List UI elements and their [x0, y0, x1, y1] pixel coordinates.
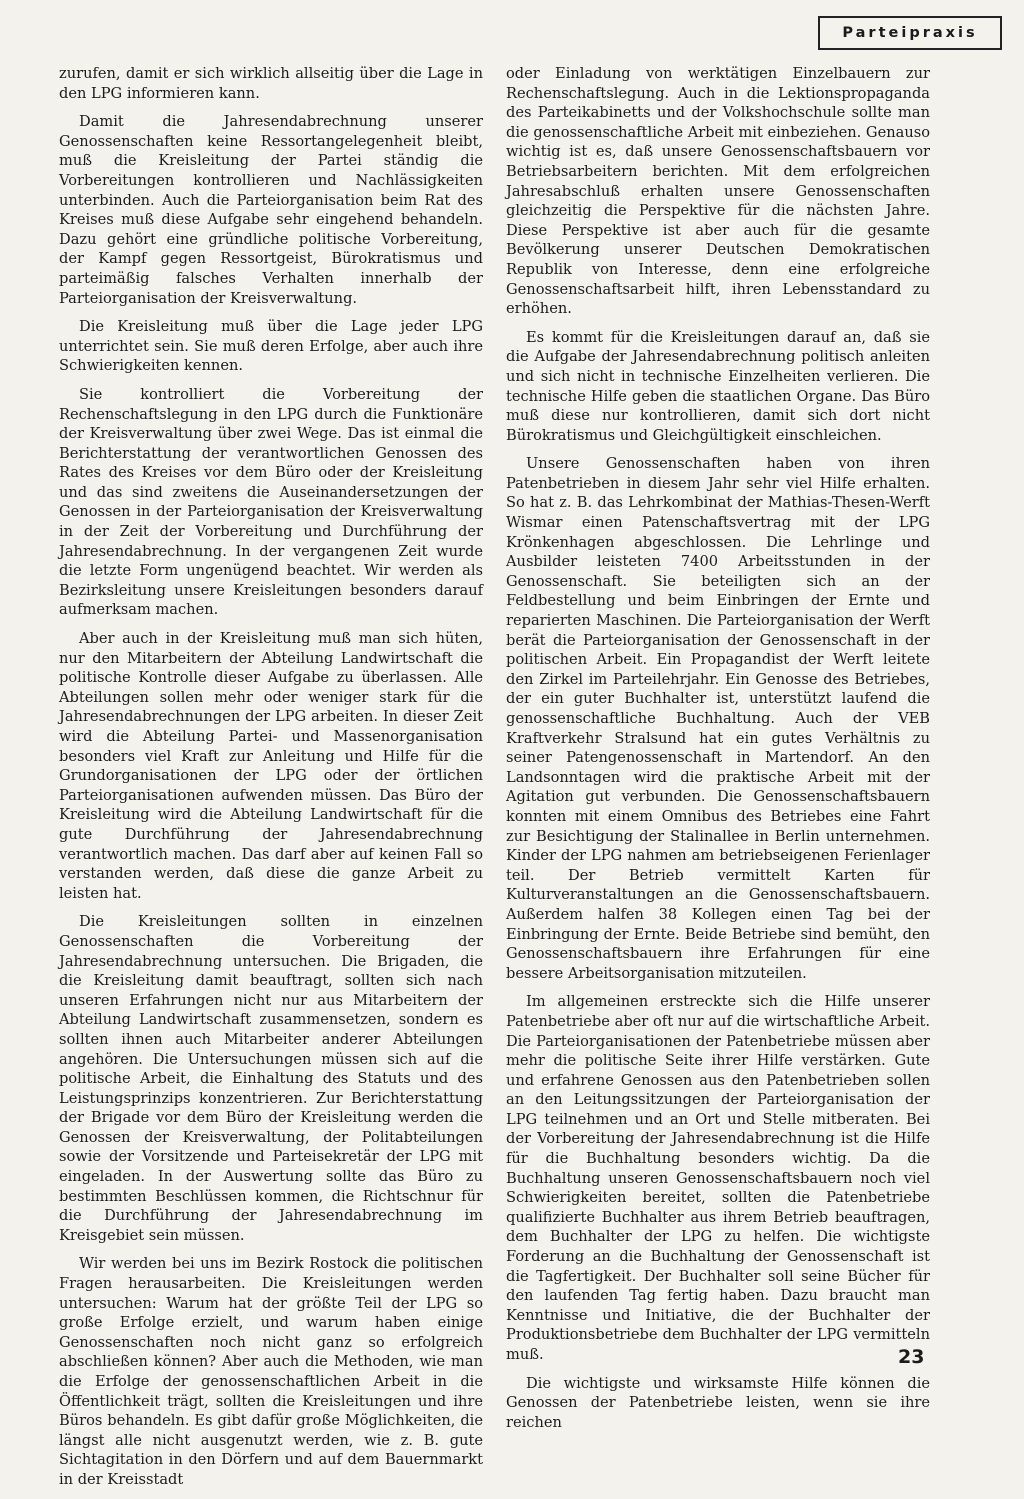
paragraph: Im allgemeinen erstreckte sich die Hilfe unserer Patenbetriebe aber oft nur auf die wirtschaftliche Arbeit. Die Parteiorganisationen der Patenbetriebe müssen aber mehr die politische Seite ihrer Hilfe verstärken. Gute und erfahrene Genossen aus den Patenbetrieben sollen an den Leitungssitzungen der Parteiorganisation der LPG teilnehmen und an Ort und Stelle mitberaten. Bei der Vorbereitung der Jahresendabrechnung ist die Hilfe für die Buchhaltung besonders wichtig. Da die Buchhaltung unseren Genossenschaftsbauern noch viel Schwierigkeiten bereitet, sollten die Patenbetriebe qualifizierte Buchhalter aus ihrem Betrieb beauftragen, dem Buchhalter der LPG zu helfen. Die wichtigste Forderung an die Buchhaltung der Genossenschaft ist die Tagfertigkeit. Der Buchhalter soll seine Bücher für den laufenden Tag fertig haben. Dazu braucht man Kenntnisse und Initiative, die der Buchhalter der Produktionsbetriebe dem Buchhalter der LPG vermitteln muß. — [506, 993, 930, 1363]
paragraph: zurufen, damit er sich wirklich allseitig über die Lage in den LPG informieren kann. — [59, 65, 483, 102]
paragraph: Aber auch in der Kreisleitung muß man sich hüten, nur den Mitarbeitern der Abteilung Landwirtschaft die politische Kontrolle dieser Aufgabe zu überlassen. Alle Abteilungen sollen mehr oder weniger stark für die Jahresendabrechnungen der LPG arbeiten. In dieser Zeit wird die Abteilung Partei- und Massenorganisation besonders viel Kraft zur Anleitung und Hilfe für die Grundorganisationen der LPG oder der örtlichen Parteiorganisationen aufwenden müssen. Das Büro der Kreisleitung wird die Abteilung Landwirtschaft für die gute Durchführung der Jahresendabrechnung verantwortlich machen. Das darf aber auf keinen Fall so verstanden werden, daß diese die ganze Arbeit zu leisten hat. — [59, 630, 483, 902]
page-number: 23 — [898, 1346, 925, 1368]
section-header — [818, 16, 1002, 50]
right-column — [506, 64, 930, 1441]
paragraph: Es kommt für die Kreisleitungen darauf an, daß sie die Aufgabe der Jahresendabrechnung politisch anleiten und sich nicht in technische Einzelheiten verlieren. Die technische Hilfe geben die staatlichen Organe. Das Büro muß diese nur kontrollieren, damit sich dort nicht Bürokratismus und Gleichgültigkeit einschleichen. — [506, 328, 930, 444]
paragraph: Die Kreisleitung muß über die Lage jeder LPG unterrichtet sein. Sie muß deren Erfolge, aber auch ihre Schwierigkeiten kennen. — [59, 318, 483, 375]
paragraph: Unsere Genossenschaften haben von ihren Patenbetrieben in diesem Jahr sehr viel Hilfe erhalten. So hat z. B. das Lehrkombinat der Mathias-Thesen-Werft Wismar einen Patenschaftsvertrag mit der LPG Krönkenhagen abgeschlossen. Die Lehrlinge und Ausbilder leisteten 7400 Arbeitsstunden in der Genossenschaft. Sie beteiligten sich an der Feldbestellung und beim Einbringen der Ernte und reparierten Maschinen. Die Parteiorganisation der Werft berät die Parteiorganisation der Genossenschaft in der politischen Arbeit. Ein Propagandist der Werft leitete den Zirkel im Parteilehrjahr. Ein Genosse des Betriebes, der ein guter Buchhalter ist, unterstützt laufend die genossenschaftliche Buchhaltung. Auch der VEB Kraftverkehr Stralsund hat ein gutes Verhältnis zu seiner Patengenossenschaft in Martendorf. An den Landsonntagen wird die praktische Arbeit mit der Agitation gut verbunden. Die Genossenschaftsbauern konnten mit einem Omnibus des Betriebes eine Fahrt zur Besichtigung der Stalinallee in Berlin unternehmen. Kinder der LPG nahmen am betriebseigenen Ferienlager teil. Der Betrieb vermittelt Karten für Kulturveranstaltungen an die Genossenschaftsbauern. Außerdem halfen 38 Kollegen einen Tag bei der Einbringung der Ernte. Beide Betriebe sind bemüht, den Genossenschaftsbauern ihre Erfahrungen für eine bessere Arbeitsorganisation mitzuteilen. — [506, 455, 930, 982]
paragraph: Wir werden bei uns im Bezirk Rostock die politischen Fragen herausarbeiten. Die Kreisleitungen werden untersuchen: Warum hat der größte Teil der LPG so große Erfolge erzielt, und warum haben einige Genossenschaften noch nicht ganz so erfolgreich abschließen können? Aber auch die Methoden, wie man die Erfolge der genossenschaftlichen Arbeit in die Öffentlichkeit trägt, sollten die Kreisleitungen und ihre Büros behandeln. Es gibt dafür große Möglichkeiten, die längst alle nicht ausgenutzt werden, wie z. B. gute Sichtagitation in den Dörfern und auf dem Bauernmarkt in der Kreisstadt — [59, 1255, 483, 1488]
section-title: Parteipraxis — [842, 25, 978, 41]
paragraph: Die Kreisleitungen sollten in einzelnen Genossenschaften die Vorbereitung der Jahresendabrechnung untersuchen. Die Brigaden, die die Kreisleitung damit beauftragt, sollten sich nach unseren Erfahrungen nicht nur aus Mitarbeitern der Abteilung Landwirtschaft zusammensetzen, sondern es sollten ihnen auch Mitarbeiter anderer Abteilungen angehören. Die Untersuchungen müssen sich auf die politische Arbeit, die Einhaltung des Statuts und des Leistungsprinzips konzentrieren. Zur Berichterstattung der Brigade vor dem Büro der Kreisleitung werden die Genossen der Kreisverwaltung, der Politabteilungen sowie der Vorsitzende und Parteisekretär der LPG mit eingeladen. In der Auswertung sollte das Büro zu bestimmten Beschlüssen kommen, die Richtschnur für die Durchführung der Jahresendabrechnung im Kreisgebiet sein müssen. — [59, 913, 483, 1244]
paragraph: Sie kontrolliert die Vorbereitung der Rechenschaftslegung in den LPG durch die Funktionäre der Kreisverwaltung über zwei Wege. Das ist einmal die Berichterstattung der verantwortlichen Genossen des Rates des Kreises vor dem Büro oder der Kreisleitung und das sind zweitens die Auseinandersetzungen der Genossen in der Parteiorganisation der Kreisverwaltung in der Zeit der Vorbereitung und Durchführung der Jahresendabrechnung. In der vergangenen Zeit wurde die letzte Form ungenügend beachtet. Wir werden als Bezirksleitung unsere Kreisleitungen besonders darauf aufmerksam machen. — [59, 385, 483, 619]
paragraph: Die wichtigste und wirksamste Hilfe können die Genossen der Patenbetriebe leisten, wenn sie ihre reichen — [506, 1374, 930, 1431]
left-column — [59, 64, 483, 1499]
paragraph: oder Einladung von werktätigen Einzelbauern zur Rechenschaftslegung. Auch in die Lektionspropaganda des Parteikabinetts und der Volkshochschule sollte man die genossenschaftliche Arbeit mit einbeziehen. Genauso wichtig ist es, daß unsere Genossenschaftsbauern vor Betriebsarbeitern berichten. Mit dem erfolgreichen Jahresabschluß erhalten unsere Genossenschaften gleichzeitig die Perspektive für die nächsten Jahre. Diese Perspektive ist aber auch für die gesamte Bevölkerung unserer Deutschen Demokratischen Republik von Interesse, denn eine erfolgreiche Genossenschaftsarbeit hilft, ihren Lebensstandard zu erhöhen. — [506, 65, 930, 318]
paragraph: Damit die Jahresendabrechnung unserer Genossenschaften keine Ressortangelegenheit bleibt, muß die Kreisleitung der Partei ständig die Vorbereitungen kontrollieren und Nachlässigkeiten unterbinden. Auch die Parteiorganisation beim Rat des Kreises muß diese Aufgabe sehr eingehend behandeln. Dazu gehört eine gründliche politische Vorbereitung, der Kampf gegen Ressortgeist, Bürokratismus und parteimäßig falsches Verhalten innerhalb der Parteiorganisation der Kreisverwaltung. — [59, 113, 483, 307]
